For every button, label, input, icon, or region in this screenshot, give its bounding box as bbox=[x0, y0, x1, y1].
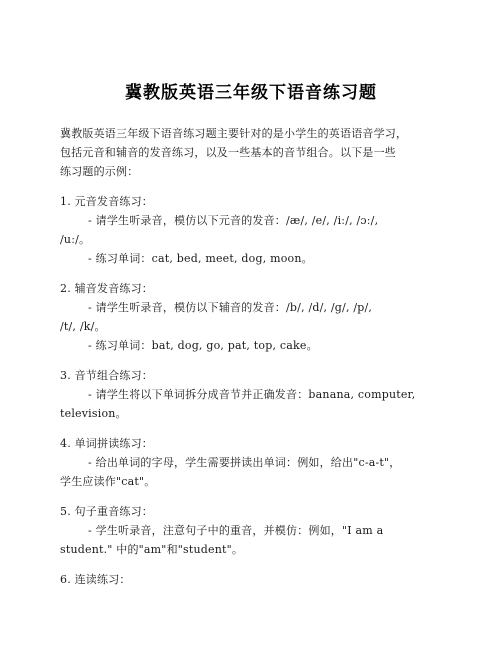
section-line: - 练习单词：bat, dog, go, pat, top, cake。 bbox=[88, 339, 318, 352]
section-line: 学生应读作"cat"。 bbox=[60, 475, 156, 488]
section-line: /t/, /k/。 bbox=[60, 320, 106, 333]
section-line: student." 中的"am"和"student"。 bbox=[60, 543, 244, 556]
section-heading: 2. 辅音发音练习： bbox=[60, 282, 153, 295]
section-line: - 给出单词的字母，学生需要拼读出单词：例如，给出"c-a-t"， bbox=[88, 456, 401, 469]
intro-line: 包括元音和辅音的发音练习，以及一些基本的音节组合。以下是一些 bbox=[60, 146, 396, 159]
section-line: television。 bbox=[60, 407, 127, 420]
section-heading: 3. 音节组合练习： bbox=[60, 369, 153, 382]
section-heading: 1. 元音发音练习： bbox=[60, 195, 153, 208]
section-line: - 请学生将以下单词拆分成音节并正确发音：banana, computer, bbox=[88, 388, 416, 401]
section-heading: 6. 连读练习： bbox=[60, 573, 131, 586]
intro-line: 冀教版英语三年级下语音练习题主要针对的是小学生的英语语音学习， bbox=[60, 127, 408, 140]
section-line: - 请学生听录音，模仿以下元音的发音：/æ/, /e/, /iː/, /ɔː/, bbox=[88, 214, 379, 227]
intro-line: 练习题的示例： bbox=[60, 165, 139, 178]
document-title: 冀教版英语三年级下语音练习题 bbox=[125, 83, 377, 103]
section-heading: 4. 单词拼读练习： bbox=[60, 437, 153, 450]
section-line: - 请学生听录音，模仿以下辅音的发音：/b/, /d/, /g/, /p/, bbox=[88, 301, 373, 314]
section-line: /uː/。 bbox=[60, 233, 91, 246]
section-line: - 学生听录音，注意句子中的重音，并模仿：例如，"I am a bbox=[88, 524, 384, 537]
section-heading: 5. 句子重音练习： bbox=[60, 505, 153, 518]
section-line: - 练习单词：cat, bed, meet, dog, moon。 bbox=[88, 252, 313, 265]
